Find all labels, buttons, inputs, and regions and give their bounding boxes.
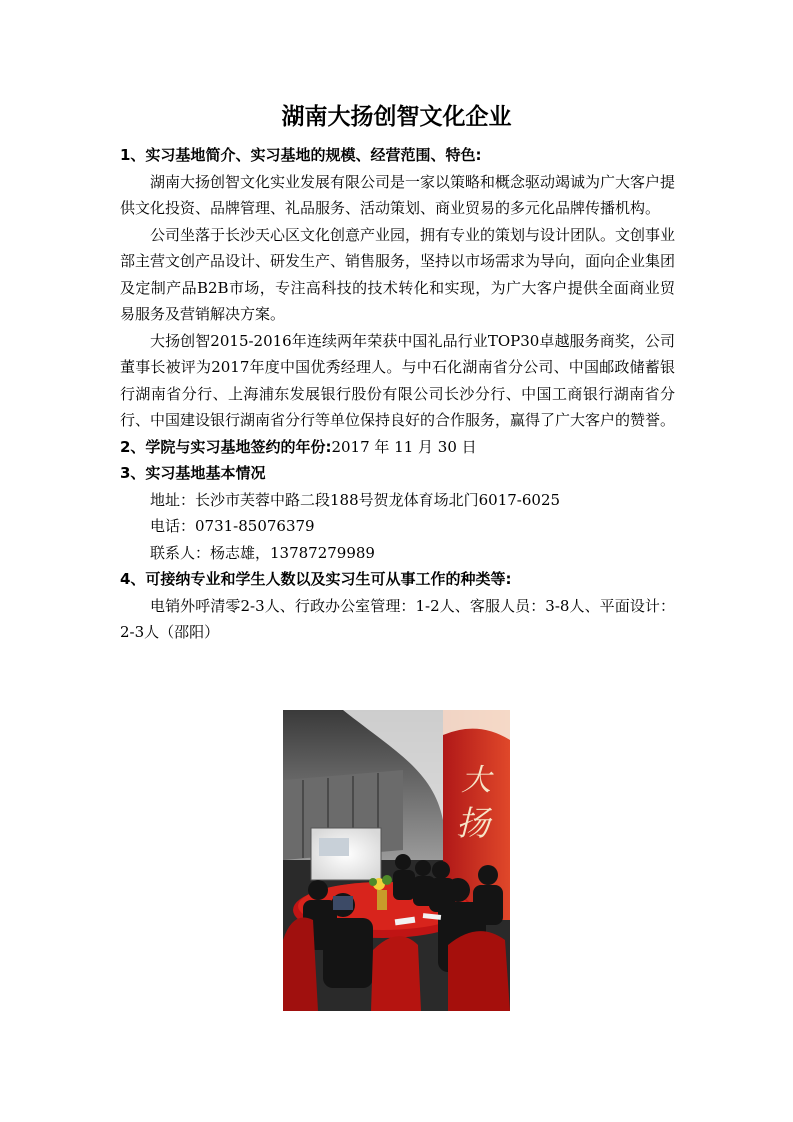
page-title: 湖南大扬创智文化企业 bbox=[281, 104, 512, 130]
contact-line: 联系人：杨志雄，13787279989 bbox=[150, 543, 375, 562]
wall-calligraphy-1: 大 bbox=[461, 763, 491, 798]
address-line: 地址：长沙市芙蓉中路二段188号贺龙体育场北门6017-6025 bbox=[150, 490, 561, 509]
section-4-paragraph: 电销外呼清零2-3人、行政办公室管理：1-2人、客服人员：3-8人、平面设计：2-3人（邵阳） bbox=[120, 596, 675, 641]
phone-line: 电话：0731-85076379 bbox=[150, 517, 315, 535]
section-3-heading: 3、实习基地基本情况 bbox=[120, 464, 266, 482]
section-1-heading: 1、实习基地简介、实习基地的规模、经营范围、特色: bbox=[120, 146, 482, 164]
section-1-paragraph-1: 湖南大扬创智文化实业发展有限公司是一家以策略和概念驱动竭诚为广大客户提供文化投资、品牌管理、礼品服务、活动策划、商业贸易的多元化品牌传播机构。 bbox=[120, 172, 676, 217]
document-body bbox=[120, 142, 675, 646]
wall-calligraphy-2: 扬 bbox=[456, 804, 490, 844]
section-2-label: 2、学院与实习基地签约的年份: bbox=[120, 437, 332, 456]
section-1-paragraph-3: 大扬创智2015-2016年连续两年荣获中国礼品行业TOP30卓越服务商奖，公司董事长被评为2017年度中国优秀经理人。与中石化湖南省分公司、中国邮政储蓄银行湖南省分行、上海浦东发展银行股份有限公司长沙分行、中国工商银行湖南省分行、中国建设银行湖南省分行等单位保持良好的合作服务，赢得了广大客户的赞誉。 bbox=[120, 331, 676, 429]
meeting-room-photo bbox=[283, 710, 510, 1011]
signing-date: 2017 年 11 月 30 日 bbox=[331, 437, 477, 456]
section-2-heading bbox=[120, 434, 675, 461]
section-4-heading: 4、可接纳专业和学生人数以及实习生可从事工作的种类等: bbox=[120, 570, 512, 588]
section-1-paragraph-2: 公司坐落于长沙天心区文化创意产业园，拥有专业的策划与设计团队。文创事业部主营文创产品设计、研发生产、销售服务，坚持以市场需求为导向，面向企业集团及定制产品B2B市场，专注高科技的技术转化和实现，为广大客户提供全面商业贸易服务及营销解决方案。 bbox=[120, 225, 676, 323]
